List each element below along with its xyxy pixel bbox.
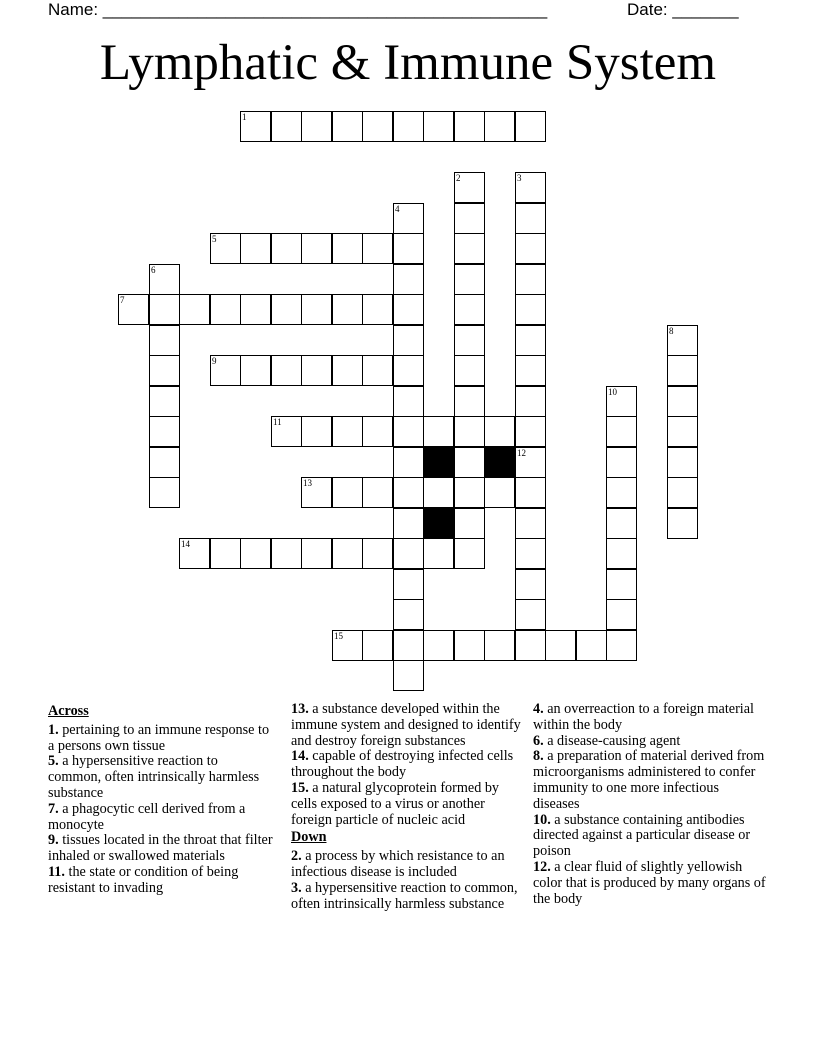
answer-square[interactable] bbox=[484, 416, 515, 447]
clue-number: 11 bbox=[273, 417, 282, 427]
answer-square[interactable] bbox=[271, 416, 302, 447]
answer-square[interactable] bbox=[454, 477, 485, 508]
answer-square[interactable] bbox=[423, 538, 454, 569]
clue-number-label: 7. bbox=[48, 800, 59, 817]
clue-number-label: 12. bbox=[533, 858, 551, 875]
clue-item bbox=[533, 734, 769, 750]
answer-square[interactable] bbox=[454, 325, 485, 356]
answer-square[interactable] bbox=[393, 111, 424, 142]
answer-square[interactable] bbox=[484, 477, 515, 508]
answer-square[interactable] bbox=[362, 630, 393, 661]
answer-square[interactable] bbox=[149, 477, 180, 508]
answer-square[interactable] bbox=[149, 325, 180, 356]
answer-square[interactable] bbox=[484, 111, 515, 142]
clue-item bbox=[533, 702, 769, 734]
answer-square[interactable] bbox=[393, 416, 424, 447]
answer-square[interactable] bbox=[454, 630, 485, 661]
clue-text: a clear fluid of slightly yellowish color that is produced by many organs of the body bbox=[533, 858, 766, 907]
answer-square[interactable] bbox=[149, 447, 180, 478]
answer-square[interactable] bbox=[271, 294, 302, 325]
answer-square[interactable] bbox=[179, 294, 210, 325]
answer-square[interactable] bbox=[515, 233, 546, 264]
answer-square[interactable] bbox=[423, 477, 454, 508]
clue-item bbox=[291, 702, 523, 749]
clue-text: a substance containing antibodies directed against a particular disease or poison bbox=[533, 811, 751, 860]
answer-square[interactable] bbox=[667, 508, 698, 539]
answer-square[interactable] bbox=[606, 599, 637, 630]
clue-number: 15 bbox=[334, 631, 343, 641]
clue-item bbox=[48, 754, 273, 801]
clue-number-label: 14. bbox=[291, 748, 309, 765]
answer-square[interactable] bbox=[362, 416, 393, 447]
answer-square[interactable] bbox=[576, 630, 607, 661]
clue-number: 7 bbox=[120, 295, 125, 305]
answer-square[interactable] bbox=[301, 294, 332, 325]
answer-square[interactable] bbox=[515, 386, 546, 417]
answer-square[interactable] bbox=[393, 630, 424, 661]
answer-square[interactable] bbox=[393, 508, 424, 539]
answer-square[interactable] bbox=[515, 630, 546, 661]
clue-number-label: 15. bbox=[291, 779, 309, 796]
answer-square[interactable] bbox=[515, 355, 546, 386]
answer-square[interactable] bbox=[545, 630, 576, 661]
answer-square[interactable] bbox=[423, 416, 454, 447]
answer-square[interactable] bbox=[454, 386, 485, 417]
answer-square[interactable] bbox=[454, 264, 485, 295]
clue-item bbox=[533, 813, 769, 860]
answer-square[interactable] bbox=[454, 447, 485, 478]
answer-square[interactable] bbox=[332, 630, 363, 661]
answer-square[interactable] bbox=[393, 660, 424, 691]
answer-square[interactable] bbox=[240, 111, 271, 142]
clue-number: 5 bbox=[212, 234, 217, 244]
blocked-square bbox=[423, 508, 454, 539]
answer-square[interactable] bbox=[240, 355, 271, 386]
answer-square[interactable] bbox=[332, 355, 363, 386]
answer-square[interactable] bbox=[606, 477, 637, 508]
answer-square[interactable] bbox=[667, 477, 698, 508]
answer-square[interactable] bbox=[362, 477, 393, 508]
answer-square[interactable] bbox=[271, 538, 302, 569]
answer-square[interactable] bbox=[606, 630, 637, 661]
answer-square[interactable] bbox=[210, 538, 241, 569]
clue-item bbox=[48, 833, 273, 865]
answer-square[interactable] bbox=[271, 111, 302, 142]
answer-square[interactable] bbox=[515, 203, 546, 234]
answer-square[interactable] bbox=[454, 508, 485, 539]
blocked-square bbox=[423, 447, 454, 478]
answer-square[interactable] bbox=[149, 416, 180, 447]
answer-square[interactable] bbox=[362, 111, 393, 142]
clue-number: 13 bbox=[303, 478, 312, 488]
clue-text: tissues located in the throat that filter inhaled or swallowed materials bbox=[48, 832, 273, 865]
answer-square[interactable] bbox=[362, 355, 393, 386]
answer-square[interactable] bbox=[393, 203, 424, 234]
answer-square[interactable] bbox=[332, 416, 363, 447]
answer-square[interactable] bbox=[515, 172, 546, 203]
answer-square[interactable] bbox=[301, 416, 332, 447]
answer-square[interactable] bbox=[301, 477, 332, 508]
answer-square[interactable] bbox=[179, 538, 210, 569]
answer-square[interactable] bbox=[454, 203, 485, 234]
answer-square[interactable] bbox=[393, 233, 424, 264]
answer-square[interactable] bbox=[271, 233, 302, 264]
clue-number-label: 1. bbox=[48, 721, 59, 738]
clue-section-heading: Across bbox=[48, 703, 89, 719]
answer-square[interactable] bbox=[240, 294, 271, 325]
answer-square[interactable] bbox=[393, 599, 424, 630]
clue-item bbox=[48, 865, 273, 897]
answer-square[interactable] bbox=[667, 355, 698, 386]
answer-square[interactable] bbox=[606, 569, 637, 600]
clue-text: a substance developed within the immune system and designed to identify and destroy foreign substances bbox=[291, 701, 521, 749]
answer-square[interactable] bbox=[606, 538, 637, 569]
answer-square[interactable] bbox=[332, 233, 363, 264]
clue-number: 4 bbox=[395, 204, 400, 214]
answer-square[interactable] bbox=[393, 294, 424, 325]
answer-square[interactable] bbox=[149, 264, 180, 295]
answer-square[interactable] bbox=[515, 416, 546, 447]
answer-square[interactable] bbox=[240, 538, 271, 569]
clue-item bbox=[291, 781, 523, 828]
clue-number-label: 3. bbox=[291, 879, 302, 896]
clue-number: 2 bbox=[456, 173, 461, 183]
clue-item bbox=[291, 849, 523, 881]
clue-text: an overreaction to a foreign material within the body bbox=[533, 701, 754, 733]
answer-square[interactable] bbox=[362, 294, 393, 325]
answer-square[interactable] bbox=[393, 386, 424, 417]
answer-square[interactable] bbox=[393, 355, 424, 386]
clue-number-label: 8. bbox=[533, 748, 544, 765]
answer-square[interactable] bbox=[393, 477, 424, 508]
blocked-square bbox=[484, 447, 515, 478]
answer-square[interactable] bbox=[454, 172, 485, 203]
answer-square[interactable] bbox=[362, 538, 393, 569]
answer-square[interactable] bbox=[332, 538, 363, 569]
clue-text: a hypersensitive reaction to common, often intrinsically harmless substance bbox=[48, 753, 260, 801]
answer-square[interactable] bbox=[454, 111, 485, 142]
answer-square[interactable] bbox=[210, 233, 241, 264]
clue-number: 6 bbox=[151, 265, 156, 275]
answer-square[interactable] bbox=[149, 355, 180, 386]
answer-square[interactable] bbox=[362, 233, 393, 264]
answer-square[interactable] bbox=[332, 111, 363, 142]
answer-square[interactable] bbox=[301, 538, 332, 569]
answer-square[interactable] bbox=[515, 264, 546, 295]
clue-text: a preparation of material derived from microorganisms administered to confer immunity to one more infectious diseases bbox=[533, 748, 765, 812]
answer-square[interactable] bbox=[454, 355, 485, 386]
clue-text: capable of destroying infected cells throughout the body bbox=[291, 748, 514, 781]
clues-column-2 bbox=[291, 702, 523, 912]
clue-number: 10 bbox=[608, 387, 617, 397]
answer-square[interactable] bbox=[454, 538, 485, 569]
answer-square[interactable] bbox=[301, 355, 332, 386]
clues-column-3 bbox=[533, 702, 769, 907]
answer-square[interactable] bbox=[271, 355, 302, 386]
answer-square[interactable] bbox=[515, 111, 546, 142]
clue-number-label: 10. bbox=[533, 811, 551, 828]
clue-number: 1 bbox=[242, 112, 247, 122]
answer-square[interactable] bbox=[423, 111, 454, 142]
clue-number-label: 4. bbox=[533, 701, 544, 717]
answer-square[interactable] bbox=[515, 447, 546, 478]
answer-square[interactable] bbox=[118, 294, 149, 325]
answer-square[interactable] bbox=[332, 477, 363, 508]
answer-square[interactable] bbox=[393, 538, 424, 569]
clue-number: 3 bbox=[517, 173, 522, 183]
answer-square[interactable] bbox=[667, 325, 698, 356]
answer-square[interactable] bbox=[210, 294, 241, 325]
clue-item bbox=[48, 802, 273, 834]
answer-square[interactable] bbox=[240, 233, 271, 264]
answer-square[interactable] bbox=[515, 599, 546, 630]
clue-number: 8 bbox=[669, 326, 674, 336]
clue-number-label: 6. bbox=[533, 732, 544, 749]
clue-number-label: 9. bbox=[48, 832, 59, 849]
clue-item bbox=[533, 749, 769, 812]
answer-square[interactable] bbox=[606, 386, 637, 417]
clue-text: pertaining to an immune response to a persons own tissue bbox=[48, 721, 270, 754]
answer-square[interactable] bbox=[454, 233, 485, 264]
answer-square[interactable] bbox=[515, 569, 546, 600]
answer-square[interactable] bbox=[454, 294, 485, 325]
answer-square[interactable] bbox=[606, 416, 637, 447]
date-field-line: Date: _______ bbox=[627, 0, 739, 19]
answer-square[interactable] bbox=[515, 538, 546, 569]
answer-square[interactable] bbox=[667, 416, 698, 447]
clue-text: a phagocytic cell derived from a monocyte bbox=[48, 800, 246, 833]
answer-square[interactable] bbox=[301, 111, 332, 142]
answer-square[interactable] bbox=[393, 447, 424, 478]
answer-square[interactable] bbox=[393, 569, 424, 600]
clue-number-label: 11. bbox=[48, 863, 65, 880]
clue-text: a hypersensitive reaction to common, often intrinsically harmless substance bbox=[291, 879, 518, 912]
clue-text: a process by which resistance to an infectious disease is included bbox=[291, 848, 505, 880]
clue-item bbox=[533, 860, 769, 907]
answer-square[interactable] bbox=[515, 477, 546, 508]
answer-square[interactable] bbox=[667, 386, 698, 417]
answer-square[interactable] bbox=[515, 294, 546, 325]
answer-square[interactable] bbox=[667, 447, 698, 478]
clues-column-1 bbox=[48, 702, 273, 897]
answer-square[interactable] bbox=[393, 325, 424, 356]
answer-square[interactable] bbox=[454, 416, 485, 447]
answer-square[interactable] bbox=[515, 508, 546, 539]
clue-item bbox=[291, 749, 523, 781]
clue-item bbox=[291, 881, 523, 913]
clue-item bbox=[48, 723, 273, 755]
answer-square[interactable] bbox=[149, 294, 180, 325]
clue-number: 14 bbox=[181, 539, 190, 549]
clue-number: 12 bbox=[517, 448, 526, 458]
answer-square[interactable] bbox=[301, 233, 332, 264]
answer-square[interactable] bbox=[606, 508, 637, 539]
clue-number-label: 13. bbox=[291, 701, 309, 717]
clue-text: a disease-causing agent bbox=[547, 732, 681, 749]
answer-square[interactable] bbox=[393, 264, 424, 295]
answer-square[interactable] bbox=[210, 355, 241, 386]
answer-square[interactable] bbox=[515, 325, 546, 356]
answer-square[interactable] bbox=[606, 447, 637, 478]
clue-text: the state or condition of being resistant to invading bbox=[48, 863, 239, 896]
clue-number: 9 bbox=[212, 356, 217, 366]
answer-square[interactable] bbox=[149, 386, 180, 417]
clue-number-label: 2. bbox=[291, 848, 302, 865]
answer-square[interactable] bbox=[423, 630, 454, 661]
answer-square[interactable] bbox=[332, 294, 363, 325]
clue-number-label: 5. bbox=[48, 753, 59, 770]
puzzle-title: Lymphatic & Immune System bbox=[99, 35, 717, 91]
clue-section-heading: Down bbox=[291, 829, 327, 846]
clue-text: a natural glycoprotein formed by cells exposed to a virus or another foreign particle of nucleic acid bbox=[291, 779, 500, 828]
answer-square[interactable] bbox=[484, 630, 515, 661]
name-field-line: Name: _______________________________________________ bbox=[48, 0, 548, 19]
